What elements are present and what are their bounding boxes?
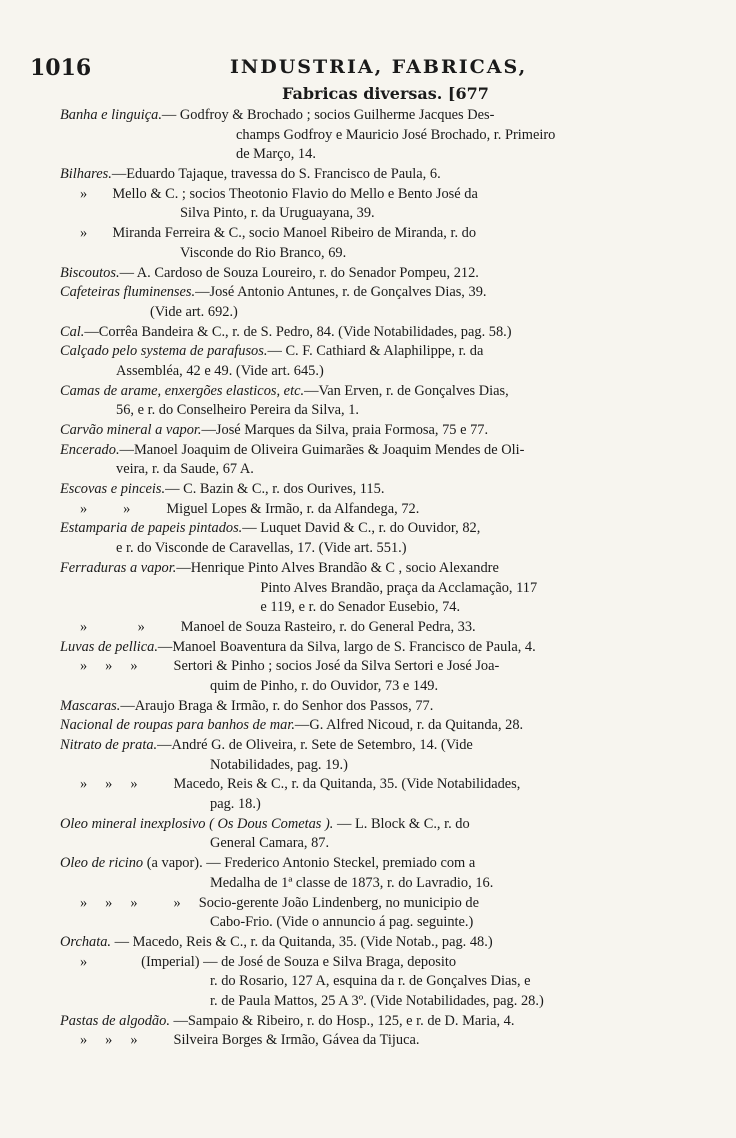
entry-line	[60, 106, 700, 126]
entry-text: —Corrêa Bandeira & C., r. de S. Pedro, 84. (Vide Notabilidades, pag. 58.)	[84, 323, 512, 340]
entry-line	[60, 638, 700, 658]
entry-line	[60, 598, 700, 618]
entry-term: Estamparia de papeis pintados.	[60, 520, 243, 537]
entry-line	[60, 913, 700, 933]
entry-text: e 119, e r. do Senador Eusebio, 74.	[210, 599, 461, 616]
entry-text: » Miranda Ferreira & C., socio Manoel Ribeiro de Miranda, r. do	[80, 225, 477, 242]
entry-line	[60, 775, 700, 795]
entry-term: Camas de arame, enxergões elasticos, etc.	[60, 382, 305, 399]
entry-text: —José Marques da Silva, praia Formosa, 75 e 77.	[201, 422, 489, 438]
entry-text: — A. Cardoso de Souza Loureiro, r. do Senador Pompeu, 212.	[119, 264, 479, 281]
entry-text: General Camara, 87.	[210, 835, 330, 852]
entry-text: Silva Pinto, r. da Uruguayana, 39.	[180, 205, 375, 222]
entry-text: Cabo-Frio. (Vide o annuncio á pag. seguinte.)	[210, 914, 474, 931]
entry-line	[60, 185, 700, 205]
entry-text: de Março, 14.	[236, 146, 316, 163]
entry-line	[60, 834, 700, 854]
entry-line	[60, 126, 700, 146]
entry-line	[60, 264, 700, 284]
entry-line	[60, 854, 700, 874]
entry-line	[60, 401, 700, 421]
entry-text: —Sampaio & Ribeiro, r. do Hosp., 125, e r. de D. Maria, 4.	[169, 1012, 515, 1029]
entry-text: — Macedo, Reis & C., r. da Quitanda, 35. (Vide Notab., pag. 48.)	[111, 933, 493, 950]
entry-line	[60, 756, 700, 776]
entry-line	[60, 519, 700, 539]
entry-text: — L. Block & C., r. do	[333, 815, 470, 832]
entry-term: Cafeteiras fluminenses.	[60, 284, 196, 301]
entry-term: Mascaras.	[60, 697, 121, 714]
entry-text: —Araujo Braga & Irmão, r. do Senhor dos Passos, 77.	[120, 697, 434, 714]
entry-line	[60, 953, 700, 973]
entry-text: —José Antonio Antunes, r. de Gonçalves Dias, 39.	[195, 284, 487, 301]
entry-line	[60, 303, 700, 323]
entry-text: » » » Silveira Borges & Irmão, Gávea da Tijuca.	[80, 1032, 420, 1049]
entry-term: Nitrato de prata.	[60, 737, 158, 753]
entry-line	[60, 480, 700, 500]
entry-term: Biscoutos.	[60, 264, 120, 281]
entry-text: — C. F. Cathiard & Alaphilippe, r. da	[267, 343, 484, 360]
entry-line	[60, 244, 700, 264]
entry-term: Oleo mineral inexplosivo ( Os Dous Cometas ).	[60, 815, 334, 832]
entry-text: Pinto Alves Brandão, praça da Acclamação, 117	[210, 579, 538, 596]
entry-term: Nacional de roupas para banhos de mar.	[60, 717, 295, 734]
entry-text: —Manoel Joaquim de Oliveira Guimarães & Joaquim Mendes de Oli-	[119, 441, 525, 458]
entry-term: Pastas de algodão.	[60, 1012, 170, 1029]
entry-text: e r. do Visconde de Caravellas, 17. (Vide art. 551.)	[116, 540, 407, 557]
entry-line	[60, 579, 700, 599]
entry-term: Ferraduras a vapor.	[60, 559, 177, 576]
entry-line	[60, 539, 700, 559]
entry-text: (Vide art. 692.)	[150, 303, 238, 320]
entry-text: r. do Rosario, 127 A, esquina da r. de Gonçalves Dias, e	[210, 973, 531, 990]
entry-text: » » Manoel de Souza Rasteiro, r. do General Pedra, 33.	[80, 618, 476, 635]
entry-text: Notabilidades, pag. 19.)	[210, 756, 348, 773]
entry-text: — Luquet David & C., r. do Ouvidor, 82,	[242, 520, 481, 537]
running-title: INDUSTRIA, FABRICAS,	[230, 56, 528, 78]
entry-text: Medalha de 1ª classe de 1873, r. do Lavradio, 16.	[210, 874, 494, 891]
entry-text: —Van Erven, r. de Gonçalves Dias,	[304, 382, 509, 399]
entry-line	[60, 677, 700, 697]
entry-line	[60, 224, 700, 244]
entry-term: Bilhares.	[60, 166, 112, 183]
entry-line	[60, 342, 700, 362]
entry-text: » (Imperial) — de José de Souza e Silva Braga, deposito	[80, 953, 457, 970]
entry-text: — Godfroy & Brochado ; socios Guilherme Jacques Des-	[161, 107, 495, 123]
entry-term: Cal.	[60, 323, 85, 340]
entry-term: Calçado pelo systema de parafusos.	[60, 343, 268, 360]
entry-text: —Manoel Boaventura da Silva, largo de S. Francisco de Paula, 4.	[157, 638, 536, 655]
entry-text: r. de Paula Mattos, 25 A 3º. (Vide Notabilidades, pag. 28.)	[210, 992, 544, 1009]
entry-line	[60, 382, 700, 402]
entry-text: quim de Pinho, r. do Ouvidor, 73 e 149.	[210, 677, 439, 694]
entry-line	[60, 795, 700, 815]
entry-line	[60, 559, 700, 579]
entry-text: pag. 18.)	[210, 796, 261, 813]
entry-text: —Henrique Pinto Alves Brandão & C , socio Alexandre	[176, 559, 499, 576]
entry-line	[60, 165, 700, 185]
entry-term: Oleo de ricino	[60, 855, 144, 872]
entry-line	[60, 204, 700, 224]
entry-text: —André G. de Oliveira, r. Sete de Setembro, 14. (Vide	[157, 737, 473, 753]
page-number: 1016	[30, 55, 92, 81]
entry-term: Escovas e pinceis.	[60, 481, 166, 498]
entry-term: Luvas de pellica.	[60, 638, 158, 655]
entry-line	[60, 874, 700, 894]
entry-line	[60, 992, 700, 1012]
entry-text: champs Godfroy e Mauricio José Brochado, r. Primeiro	[236, 126, 556, 143]
entry-line	[60, 500, 700, 520]
entry-line	[60, 460, 700, 480]
entry-text: » » » Macedo, Reis & C., r. da Quitanda, 35. (Vide Notabilidades,	[80, 776, 521, 793]
entry-line	[60, 283, 700, 303]
entry-term: Banha e linguiça.	[60, 107, 162, 123]
entry-text: Assembléa, 42 e 49. (Vide art. 645.)	[116, 362, 324, 379]
entry-text: —Eduardo Tajaque, travessa do S. Francisco de Paula, 6.	[111, 166, 441, 183]
entry-line	[60, 362, 700, 382]
entry-term: Orchata.	[60, 933, 112, 950]
entry-line	[60, 736, 700, 756]
entry-text: » » » » Socio-gerente João Lindenberg, no municipio de	[80, 894, 480, 911]
entry-line	[60, 618, 700, 638]
entry-text: —G. Alfred Nicoud, r. da Quitanda, 28.	[294, 717, 524, 734]
entry-line	[60, 697, 700, 717]
entry-line	[60, 421, 700, 441]
entry-line	[60, 894, 700, 914]
entry-line	[60, 1031, 700, 1051]
entry-line	[60, 441, 700, 461]
entry-line	[60, 716, 700, 736]
entry-line	[60, 323, 700, 343]
entry-text: — C. Bazin & C., r. dos Ourives, 115.	[165, 481, 385, 498]
entry-term: Carvão mineral a vapor.	[60, 422, 202, 438]
entry-term: Encerado.	[60, 441, 120, 458]
entry-text: » » Miguel Lopes & Irmão, r. da Alfandega, 72.	[80, 500, 420, 517]
section-title: Fabricas diversas. [677	[282, 84, 489, 103]
entry-line	[60, 1012, 700, 1032]
entry-line	[60, 815, 700, 835]
entry-line	[60, 145, 700, 165]
entry-list	[60, 106, 700, 1051]
entry-line	[60, 972, 700, 992]
entry-line	[60, 933, 700, 953]
entry-text: Visconde do Rio Branco, 69.	[180, 244, 347, 261]
entry-text: veira, r. da Saude, 67 A.	[116, 461, 254, 478]
entry-text: » Mello & C. ; socios Theotonio Flavio do Mello e Bento José da	[80, 185, 478, 202]
entry-text: 56, e r. do Conselheiro Pereira da Silva, 1.	[116, 402, 359, 419]
entry-text: (a vapor). — Frederico Antonio Steckel, premiado com a	[143, 855, 476, 872]
entry-line	[60, 657, 700, 677]
entry-text: » » » Sertori & Pinho ; socios José da Silva Sertori e José Joa-	[80, 658, 500, 675]
